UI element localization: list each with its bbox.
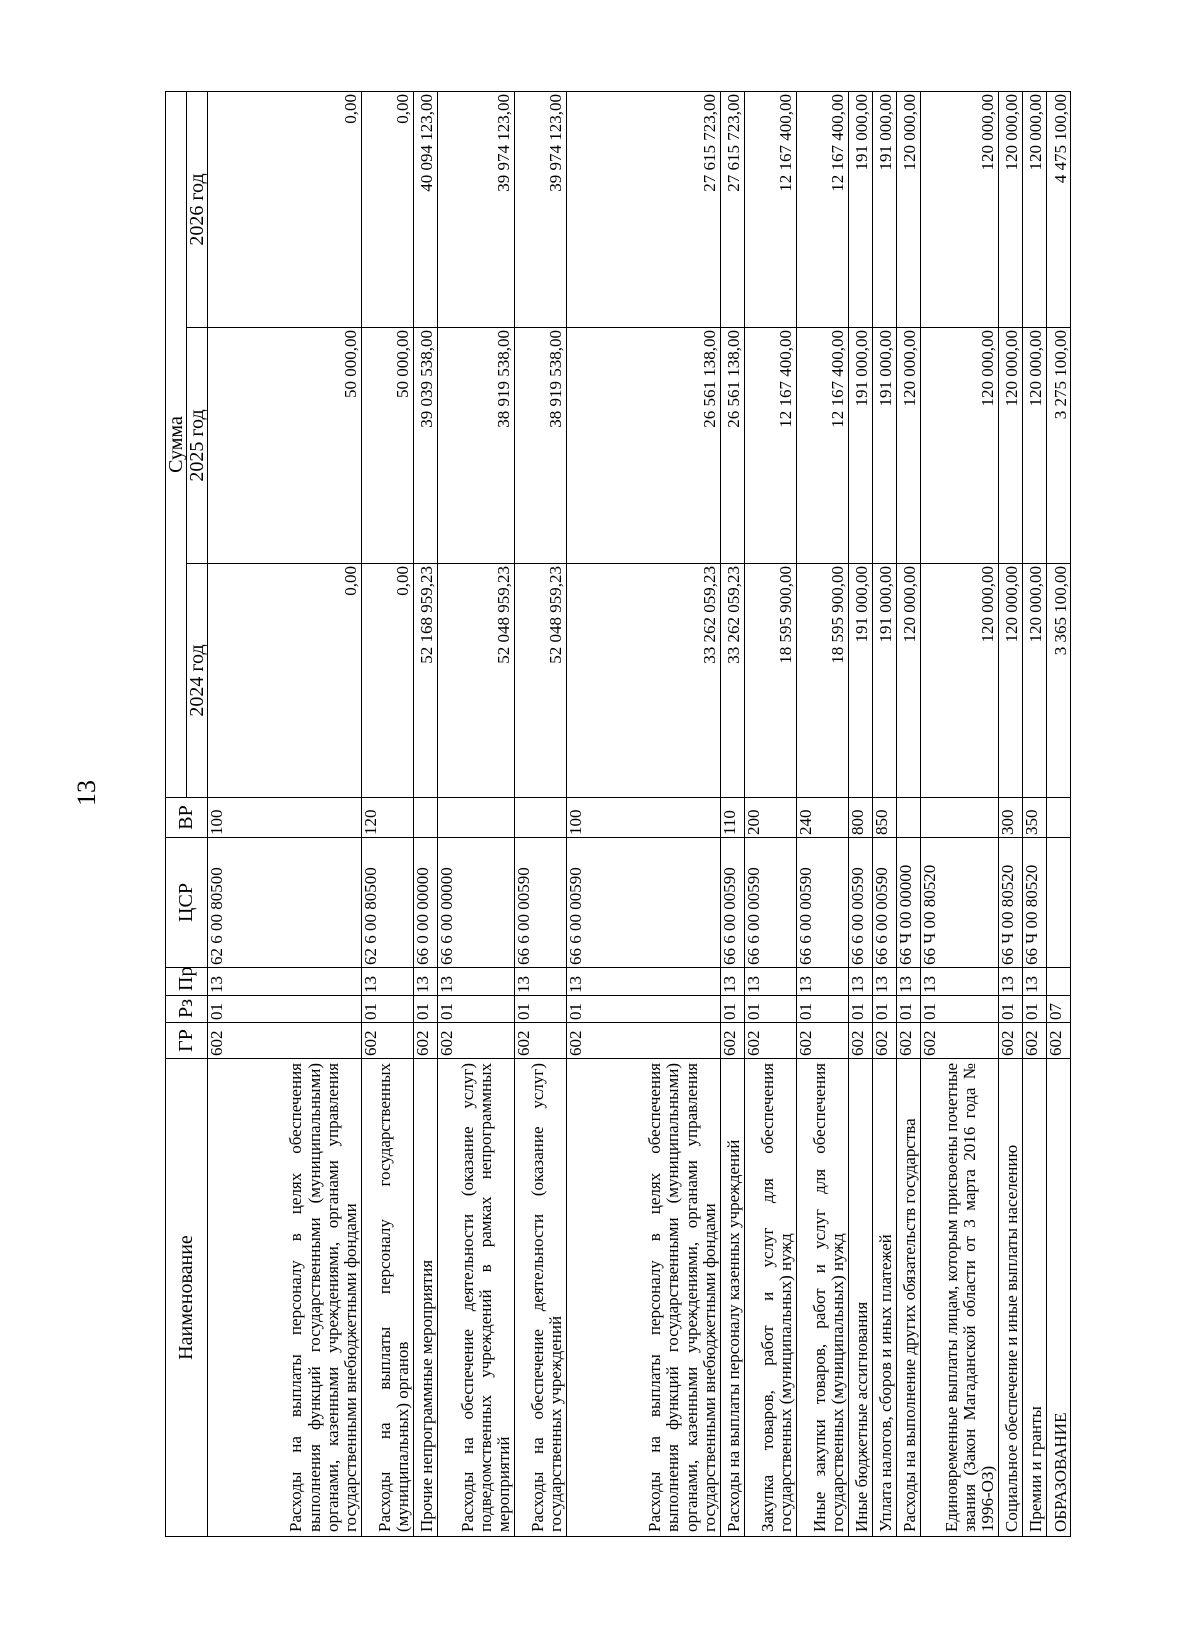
row-gr: 602: [1022, 1023, 1046, 1059]
row-sum-2024: 120 000,00: [1022, 564, 1046, 798]
row-gr: 602: [998, 1023, 1022, 1059]
row-sum-2026: 27 615 723,00: [566, 91, 720, 327]
row-sum-2026: 191 000,00: [848, 91, 872, 327]
row-sum-2024: 3 365 100,00: [1046, 564, 1070, 798]
row-sum-2026: 12 167 400,00: [796, 91, 848, 327]
header-2025: 2025 год: [187, 328, 208, 564]
row-vr: [437, 798, 514, 838]
row-csr: 66 6 00 00590: [566, 838, 720, 968]
row-sum-2025: 50 000,00: [208, 328, 362, 564]
row-csr: 66 6 00 00000: [437, 838, 514, 968]
header-2024: 2024 год: [187, 564, 208, 798]
row-sum-2025: 26 561 138,00: [566, 328, 720, 564]
row-sum-2024: 52 168 959,23: [413, 564, 437, 798]
row-name: Расходы на выполнение других обязательств государства: [896, 1059, 920, 1537]
row-name: Расходы на обеспечение деятельности (оказание услуг) государственных учреждений: [514, 1059, 566, 1537]
row-csr: 66 6 00 00590: [720, 838, 744, 968]
row-rz: 01: [848, 996, 872, 1023]
row-rz: 01: [872, 996, 896, 1023]
row-sum-2024: 18 595 900,00: [744, 564, 796, 798]
rotated-table-container: [165, 92, 1071, 1537]
row-csr: 66 Ч 00 80520: [998, 838, 1022, 968]
row-sum-2024: 33 262 059,23: [566, 564, 720, 798]
row-sum-2025: 120 000,00: [896, 328, 920, 564]
header-gr: ГР: [166, 1023, 208, 1059]
row-pr: 13: [796, 968, 848, 996]
row-name: Иные бюджетные ассигнования: [848, 1059, 872, 1537]
row-sum-2024: 191 000,00: [848, 564, 872, 798]
row-sum-2024: 191 000,00: [872, 564, 896, 798]
row-vr: 110: [720, 798, 744, 838]
row-csr: 66 Ч 00 80520: [920, 838, 998, 968]
table-row: [413, 91, 437, 1536]
row-rz: 01: [361, 996, 413, 1023]
row-pr: 13: [744, 968, 796, 996]
row-vr: 350: [1022, 798, 1046, 838]
header-rz: Рз: [166, 996, 208, 1023]
header-vr: ВР: [166, 798, 208, 838]
table-row: [720, 91, 744, 1536]
row-pr: 13: [413, 968, 437, 996]
row-vr: 120: [361, 798, 413, 838]
row-pr: 13: [720, 968, 744, 996]
row-csr: 66 6 00 00590: [872, 838, 896, 968]
row-pr: 13: [514, 968, 566, 996]
budget-table: [165, 91, 1071, 1537]
row-rz: 07: [1046, 996, 1070, 1023]
table-row: [998, 91, 1022, 1536]
row-gr: 602: [566, 1023, 720, 1059]
row-csr: 66 Ч 00 00000: [896, 838, 920, 968]
row-sum-2026: 12 167 400,00: [744, 91, 796, 327]
row-name: Иные закупки товаров, работ и услуг для обеспечения государственных (муниципальных) нужд: [796, 1059, 848, 1537]
row-vr: 200: [744, 798, 796, 838]
row-sum-2025: 12 167 400,00: [796, 328, 848, 564]
table-row: [566, 91, 720, 1536]
row-vr: [896, 798, 920, 838]
row-vr: [920, 798, 998, 838]
row-rz: 01: [896, 996, 920, 1023]
table-row: [1046, 91, 1070, 1536]
row-name: Закупка товаров, работ и услуг для обеспечения государственных (муниципальных) нужд: [744, 1059, 796, 1537]
header-sum: Сумма: [166, 91, 187, 797]
row-sum-2026: 120 000,00: [920, 91, 998, 327]
header-2026: 2026 год: [187, 91, 208, 327]
row-name: Социальное обеспечение и иные выплаты населению: [998, 1059, 1022, 1537]
row-csr: 66 6 00 00590: [796, 838, 848, 968]
row-sum-2024: 52 048 959,23: [514, 564, 566, 798]
row-sum-2026: 39 974 123,00: [437, 91, 514, 327]
row-rz: 01: [796, 996, 848, 1023]
row-name: ОБРАЗОВАНИЕ: [1046, 1059, 1070, 1537]
row-pr: 13: [872, 968, 896, 996]
row-vr: [1046, 798, 1070, 838]
row-sum-2025: 38 919 538,00: [514, 328, 566, 564]
row-sum-2026: 120 000,00: [998, 91, 1022, 327]
row-sum-2025: 26 561 138,00: [720, 328, 744, 564]
row-vr: [413, 798, 437, 838]
header-pr: Пр: [166, 968, 208, 996]
row-gr: 602: [437, 1023, 514, 1059]
row-pr: [1046, 968, 1070, 996]
row-sum-2025: 38 919 538,00: [437, 328, 514, 564]
row-rz: 01: [566, 996, 720, 1023]
table-row: [796, 91, 848, 1536]
table-body: [208, 91, 1071, 1536]
row-sum-2026: 27 615 723,00: [720, 91, 744, 327]
row-name: Расходы на выплаты персоналу в целях обеспечения выполнения функций государственными (муниципальными) органами, казенными учреждениями, органами управления государственными внебюджетными фондами: [208, 1059, 362, 1537]
row-gr: 602: [1046, 1023, 1070, 1059]
row-csr: 66 0 00 00000: [413, 838, 437, 968]
row-pr: 13: [920, 968, 998, 996]
row-csr: 66 6 00 00590: [848, 838, 872, 968]
row-name: Единовременные выплаты лицам, которым присвоены почетные звания (Закон Магаданской области от 3 марта 2016 года № 1996-ОЗ): [920, 1059, 998, 1537]
row-csr: 66 Ч 00 80520: [1022, 838, 1046, 968]
row-pr: 13: [566, 968, 720, 996]
table-row: [208, 91, 362, 1536]
row-gr: 602: [896, 1023, 920, 1059]
row-sum-2025: 50 000,00: [361, 328, 413, 564]
table-row: [437, 91, 514, 1536]
row-sum-2026: 0,00: [208, 91, 362, 327]
row-rz: 01: [437, 996, 514, 1023]
row-sum-2025: 120 000,00: [920, 328, 998, 564]
row-sum-2025: 120 000,00: [998, 328, 1022, 564]
row-sum-2025: 39 039 538,00: [413, 328, 437, 564]
row-name: Расходы на выплаты персоналу казенных учреждений: [720, 1059, 744, 1537]
table-row: [514, 91, 566, 1536]
row-sum-2025: 191 000,00: [848, 328, 872, 564]
row-sum-2024: 0,00: [208, 564, 362, 798]
row-gr: 602: [413, 1023, 437, 1059]
row-name: Прочие непрограммные мероприятия: [413, 1059, 437, 1537]
table-row: [361, 91, 413, 1536]
row-rz: 01: [998, 996, 1022, 1023]
row-vr: 300: [998, 798, 1022, 838]
row-gr: 602: [872, 1023, 896, 1059]
row-gr: 602: [720, 1023, 744, 1059]
row-csr: 66 6 00 00590: [514, 838, 566, 968]
row-rz: 01: [514, 996, 566, 1023]
row-sum-2026: 0,00: [361, 91, 413, 327]
row-pr: 13: [361, 968, 413, 996]
row-pr: 13: [208, 968, 362, 996]
row-sum-2024: 33 262 059,23: [720, 564, 744, 798]
row-sum-2024: 120 000,00: [896, 564, 920, 798]
row-pr: 13: [848, 968, 872, 996]
row-csr: [1046, 838, 1070, 968]
row-pr: 13: [998, 968, 1022, 996]
row-gr: 602: [744, 1023, 796, 1059]
row-vr: [514, 798, 566, 838]
row-gr: 602: [361, 1023, 413, 1059]
row-sum-2025: 3 275 100,00: [1046, 328, 1070, 564]
row-sum-2024: 52 048 959,23: [437, 564, 514, 798]
row-pr: 13: [896, 968, 920, 996]
row-gr: 602: [920, 1023, 998, 1059]
row-csr: 62 6 00 80500: [208, 838, 362, 968]
row-gr: 602: [208, 1023, 362, 1059]
row-vr: 800: [848, 798, 872, 838]
row-csr: 66 6 00 00590: [744, 838, 796, 968]
table-row: [848, 91, 872, 1536]
page-number: 13: [72, 780, 101, 806]
row-sum-2025: 191 000,00: [872, 328, 896, 564]
row-vr: 100: [208, 798, 362, 838]
row-name: Расходы на выплаты персоналу государственных (муниципальных) органов: [361, 1059, 413, 1537]
row-sum-2026: 191 000,00: [872, 91, 896, 327]
row-vr: 240: [796, 798, 848, 838]
row-pr: 13: [437, 968, 514, 996]
table-row: [744, 91, 796, 1536]
table-row: [1022, 91, 1046, 1536]
row-sum-2024: 120 000,00: [998, 564, 1022, 798]
row-name: Расходы на выплаты персоналу в целях обеспечения выполнения функций государственными (муниципальными) органами, казенными учреждениями, органами управления государственными внебюджетными фондами: [566, 1059, 720, 1537]
table-row: [896, 91, 920, 1536]
row-sum-2026: 120 000,00: [896, 91, 920, 327]
row-rz: 01: [744, 996, 796, 1023]
row-gr: 602: [848, 1023, 872, 1059]
row-vr: 100: [566, 798, 720, 838]
row-name: Премии и гранты: [1022, 1059, 1046, 1537]
row-rz: 01: [920, 996, 998, 1023]
row-csr: 62 6 00 80500: [361, 838, 413, 968]
header-csr: ЦСР: [166, 838, 208, 968]
table-row: [872, 91, 896, 1536]
row-sum-2026: 40 094 123,00: [413, 91, 437, 327]
row-rz: 01: [413, 996, 437, 1023]
row-sum-2026: 120 000,00: [1022, 91, 1046, 327]
row-sum-2024: 18 595 900,00: [796, 564, 848, 798]
row-gr: 602: [796, 1023, 848, 1059]
row-sum-2024: 0,00: [361, 564, 413, 798]
row-sum-2025: 120 000,00: [1022, 328, 1046, 564]
row-rz: 01: [208, 996, 362, 1023]
row-pr: 13: [1022, 968, 1046, 996]
row-sum-2026: 4 475 100,00: [1046, 91, 1070, 327]
row-rz: 01: [1022, 996, 1046, 1023]
row-sum-2025: 12 167 400,00: [744, 328, 796, 564]
row-sum-2026: 39 974 123,00: [514, 91, 566, 327]
row-name: Уплата налогов, сборов и иных платежей: [872, 1059, 896, 1537]
row-gr: 602: [514, 1023, 566, 1059]
row-sum-2024: 120 000,00: [920, 564, 998, 798]
table-row: [920, 91, 998, 1536]
row-vr: 850: [872, 798, 896, 838]
row-rz: 01: [720, 996, 744, 1023]
header-name: Наименование: [166, 1059, 208, 1537]
row-name: Расходы на обеспечение деятельности (оказание услуг) подведомственных учреждений в рамках непрограммных мероприятий: [437, 1059, 514, 1537]
